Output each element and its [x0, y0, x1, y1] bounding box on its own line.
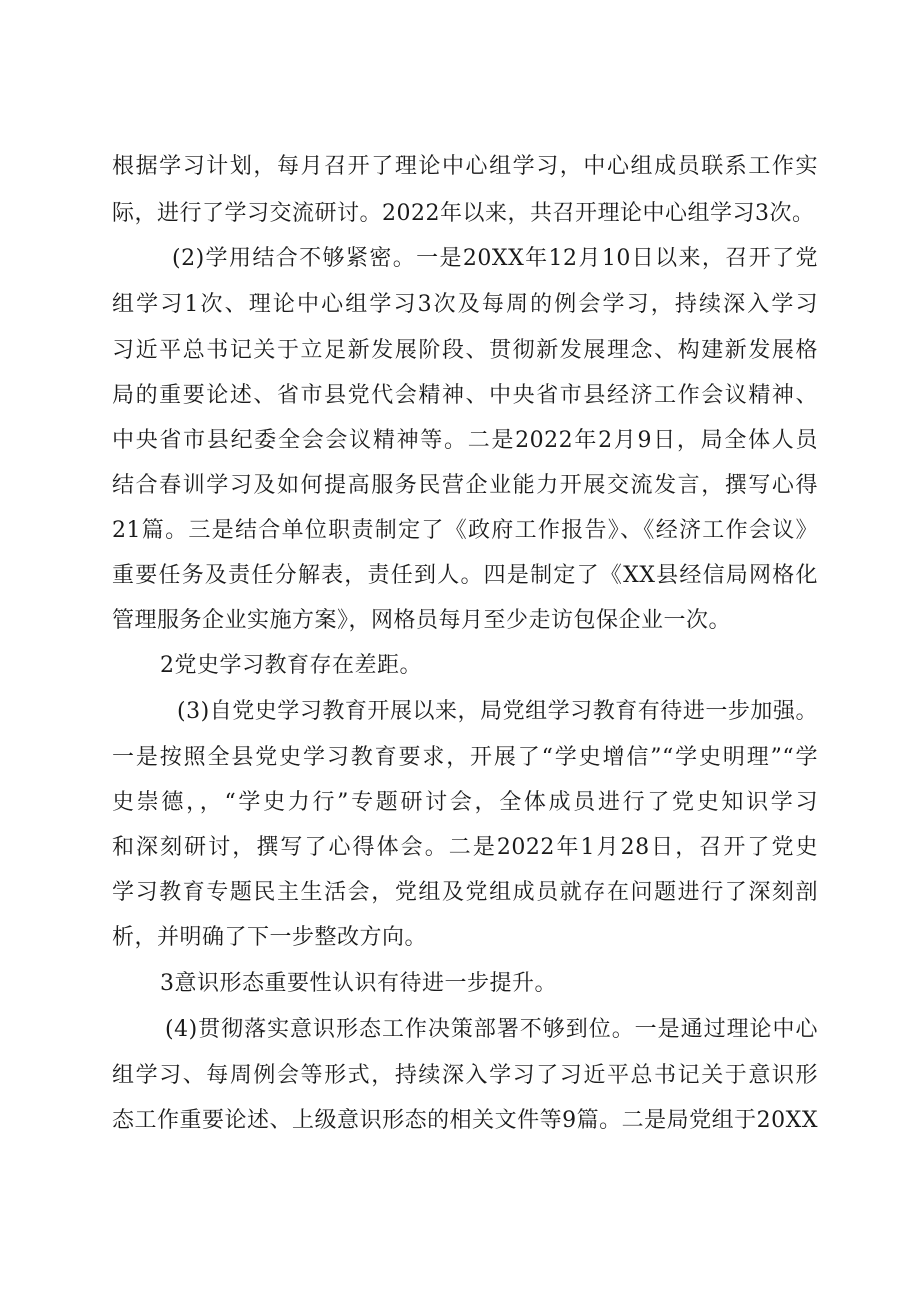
- text-line: 21篇。三是结合单位职责制定了《政府工作报告》、《经济工作会议》: [112, 518, 818, 543]
- text-line: 重要任务及责任分解表，责任到人。四是制定了《XX县经信局网格化: [112, 563, 818, 588]
- section-heading: 3意识形态重要性认识有待进一步提升。: [160, 971, 557, 996]
- paragraph-heading: (3)自党史学习教育开展以来，局党组学习教育有待进一步加强。: [177, 699, 818, 724]
- text-line: 态工作重要论述、上级意识形态的相关文件等9篇。二是局党组于20XX: [112, 1108, 818, 1133]
- text-line: 局的重要论述、省市县党代会精神、中央省市县经济工作会议精神、: [112, 383, 818, 408]
- text-line: 结合春训学习及如何提高服务民营企业能力开展交流发言，撰写心得: [112, 473, 818, 498]
- text-line: 学习教育专题民主生活会，党组及党组成员就存在问题进行了深刻剖: [112, 880, 818, 905]
- text-line: 中央省市县纪委全会会议精神等。二是2022年2月9日，局全体人员: [112, 428, 818, 453]
- section-heading: 2党史学习教育存在差距。: [160, 653, 422, 678]
- paragraph-heading: (2)学用结合不够紧密。一是20XX年12月10日以来，召开了党: [172, 246, 818, 271]
- text-line: 际，进行了学习交流研讨。2022年以来，共召开理论中心组学习3次。: [112, 201, 815, 226]
- text-line: 组学习、每周例会等形式，持续深入学习了习近平总书记关于意识形: [112, 1063, 818, 1088]
- text-line: 史崇德，，“学史力行”专题研讨会，全体成员进行了党史知识学习: [112, 790, 818, 815]
- text-line: 根据学习计划，每月召开了理论中心组学习，中心组成员联系工作实: [112, 154, 818, 179]
- text-line: 组学习1次、理论中心组学习3次及每周的例会学习，持续深入学习: [112, 292, 818, 317]
- text-line: 管理服务企业实施方案》，网格员每月至少走访包保企业一次。: [112, 608, 732, 633]
- text-line: 一是按照全县党史学习教育要求，开展了“学史增信”“学史明理”“学: [112, 745, 818, 770]
- text-line: 析，并明确了下一步整改方向。: [112, 925, 428, 950]
- text-line: 和深刻研讨，撰写了心得体会。二是2022年1月28日，召开了党史: [112, 835, 818, 860]
- text-line: 习近平总书记关于立足新发展阶段、贯彻新发展理念、构建新发展格: [112, 338, 818, 363]
- paragraph-heading: (4)贯彻落实意识形态工作决策部署不够到位。一是通过理论中心: [165, 1017, 818, 1042]
